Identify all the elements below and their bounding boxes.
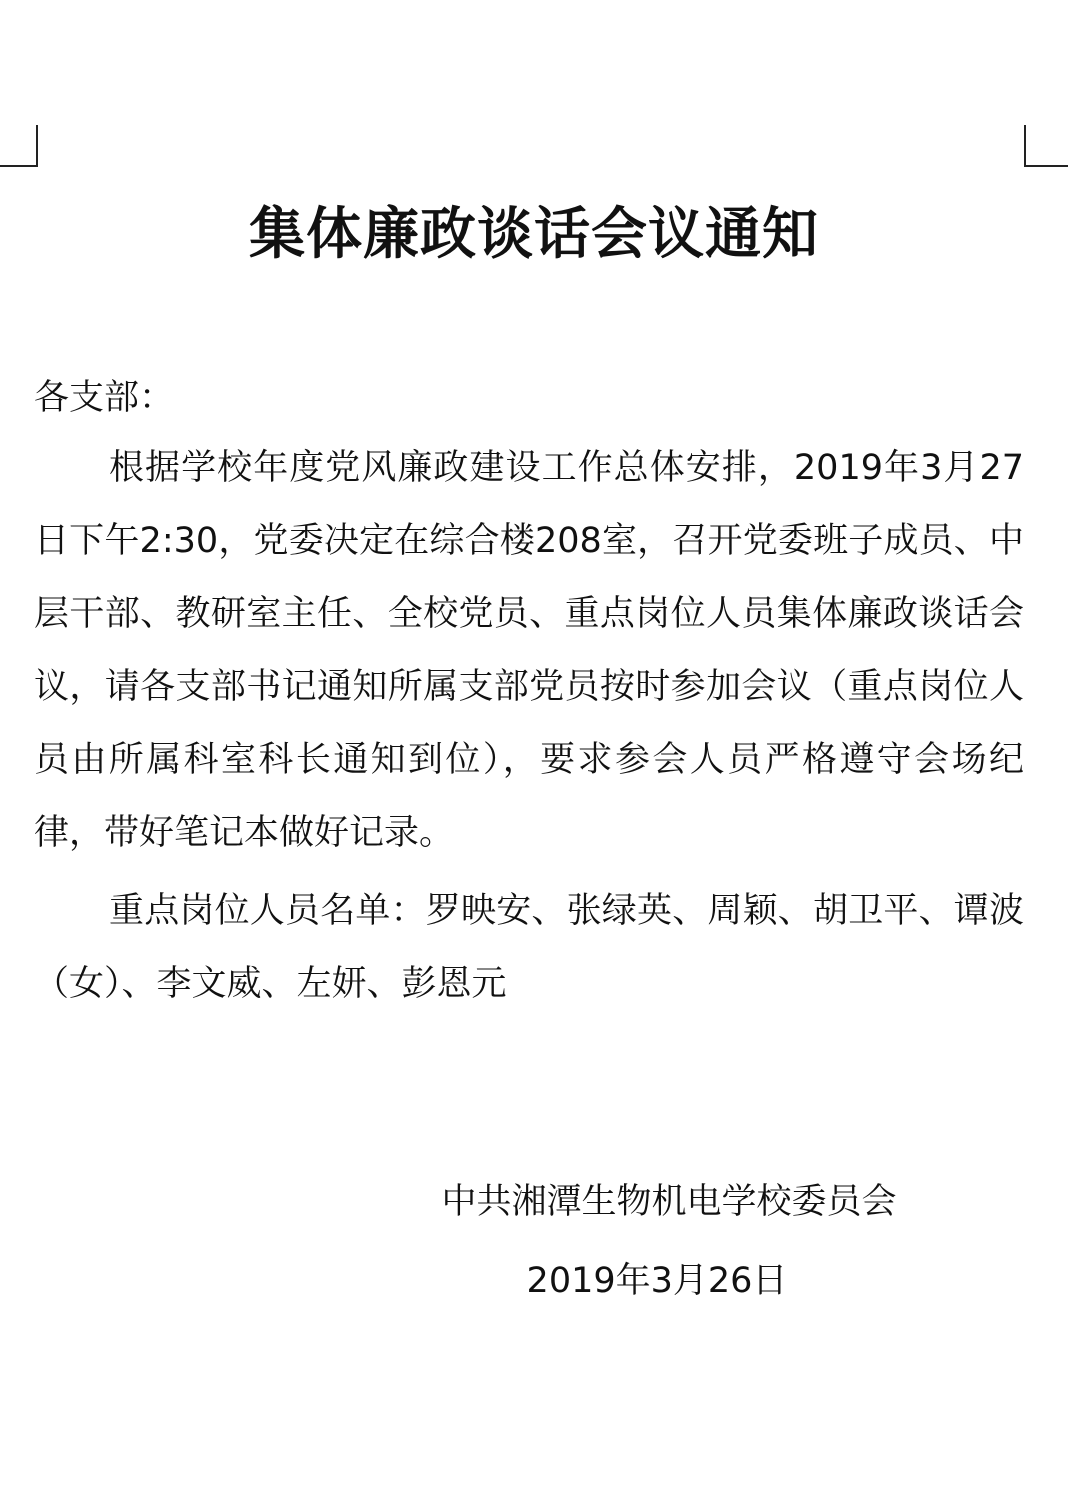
page-corner-mark-right — [1024, 125, 1068, 167]
body-paragraph-1: 根据学校年度党风廉政建设工作总体安排，2019年3月27日下午2:30，党委决定在综合楼208室，召开党委班子成员、中层干部、教研室主任、全校党员、重点岗位人员集体廉政谈话会议，请各支部书记通知所属支部党员按时参加会议（重点岗位人员由所属科室科长通知到位），要求参会人员严格遵守会场纪律，带好笔记本做好记录。 — [34, 448, 1024, 853]
page-corner-mark-left — [0, 125, 38, 167]
signature-date: 2019年3月26日 — [526, 1261, 788, 1301]
notice-title: 集体廉政谈话会议通知 — [249, 202, 819, 267]
body-paragraph-2: 重点岗位人员名单：罗映安、张绿英、周颖、胡卫平、谭波（女）、李文威、左妍、彭恩元 — [34, 891, 1024, 1004]
salutation: 各支部： — [34, 378, 175, 418]
signature-organization: 中共湘潭生物机电学校委员会 — [441, 1182, 897, 1222]
